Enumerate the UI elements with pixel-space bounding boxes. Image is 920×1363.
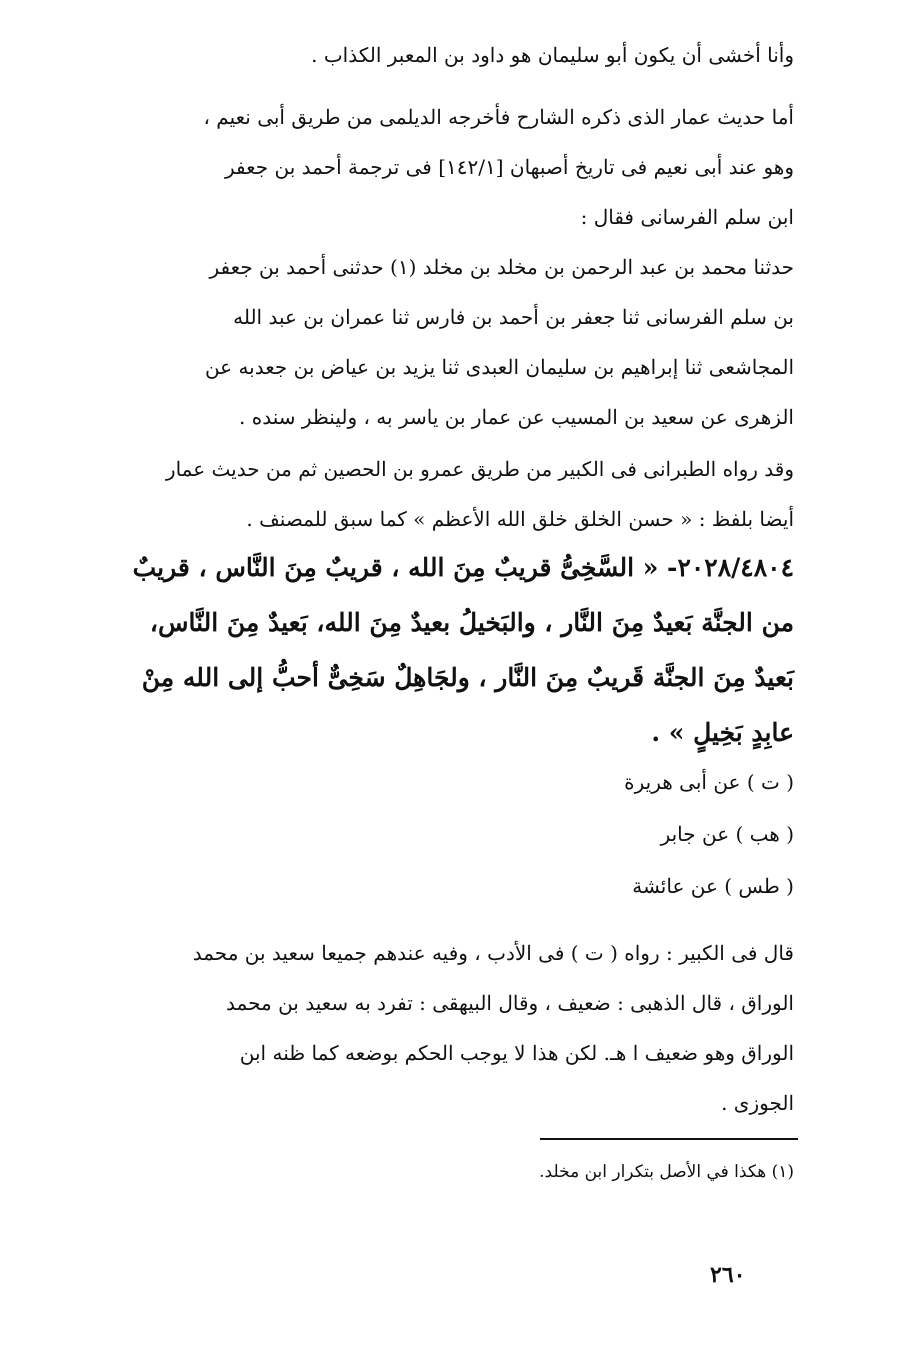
- text-line: بن سلم الفرسانى ثنا جعفر بن أحمد بن فارس ثنا عمران بن عبد الله: [233, 305, 794, 329]
- source-item: ( هب ) عن جابر: [660, 822, 794, 846]
- hadith-line: عابِدٍ بَخِيلٍ » .: [651, 718, 794, 747]
- footnote-divider: [540, 1138, 798, 1140]
- paragraph-4: [114, 444, 794, 544]
- paragraph-2: [114, 92, 794, 242]
- text-line: أيضا بلفظ : « حسن الخلق خلق الله الأعظم » كما سبق للمصنف .: [246, 507, 794, 531]
- text-line: ابن سلم الفرسانى فقال :: [580, 205, 794, 229]
- source-list: [114, 756, 794, 912]
- text-line: حدثنا محمد بن عبد الرحمن بن مخلد بن مخلد (١) حدثنى أحمد بن جعفر: [209, 255, 794, 279]
- text-line: الوراق ، قال الذهبى : ضعيف ، وقال البيهقى : تفرد به سعيد بن محمد: [226, 991, 794, 1015]
- hadith-line: ٢٠٢٨/٤٨٠٤- « السَّخِىُّ قريبٌ مِنَ الله ، قريبٌ مِنَ النَّاس ، قريبٌ: [132, 553, 794, 582]
- source-item: ( طس ) عن عائشة: [632, 874, 794, 898]
- footnote: (١) هكذا في الأصل بتكرار ابن مخلد.: [539, 1162, 794, 1182]
- text-line: المجاشعى ثنا إبراهيم بن سليمان العبدى ثنا يزيد بن عياض بن جعدبه عن: [204, 355, 794, 379]
- text-line: أما حديث عمار الذى ذكره الشارح فأخرجه الديلمى من طريق أبى نعيم ،: [203, 105, 794, 129]
- hadith-text: [114, 540, 794, 760]
- hadith-line: من الجنَّة بَعيدٌ مِنَ النَّار ، والبَخيلُ بعيدٌ مِنَ الله، بَعيدٌ مِنَ النَّاس،: [149, 608, 794, 637]
- text-line: وهو عند أبى نعيم فى تاريخ أصبهان [١٤٢/١] فى ترجمة أحمد بن جعفر: [225, 155, 794, 179]
- paragraph-3: [114, 242, 794, 442]
- hadith-line: بَعيدٌ مِنَ الجنَّة قَريبٌ مِنَ النَّار ، ولجَاهِلٌ سَخِىٌّ أحبُّ إلى الله مِنْ: [141, 663, 794, 692]
- text-line: قال فى الكبير : رواه ( ت ) فى الأدب ، وفيه عندهم جميعا سعيد بن محمد: [192, 941, 794, 965]
- text-line: وقد رواه الطبرانى فى الكبير من طريق عمرو بن الحصين ثم من حديث عمار: [165, 457, 794, 481]
- text-line: الزهرى عن سعيد بن المسيب عن عمار بن ياسر به ، ولينظر سنده .: [239, 405, 794, 429]
- page-number: ٢٦٠: [710, 1262, 746, 1288]
- text-line: وأنا أخشى أن يكون أبو سليمان هو داود بن المعبر الكذاب .: [311, 43, 794, 67]
- text-line: الجوزى .: [721, 1091, 794, 1115]
- source-item: ( ت ) عن أبى هريرة: [624, 770, 794, 794]
- text-line: الوراق وهو ضعيف ا هـ. لكن هذا لا يوجب الحكم بوضعه كما ظنه ابن: [239, 1041, 794, 1065]
- paragraph-1: [114, 30, 794, 80]
- paragraph-5: [114, 928, 794, 1128]
